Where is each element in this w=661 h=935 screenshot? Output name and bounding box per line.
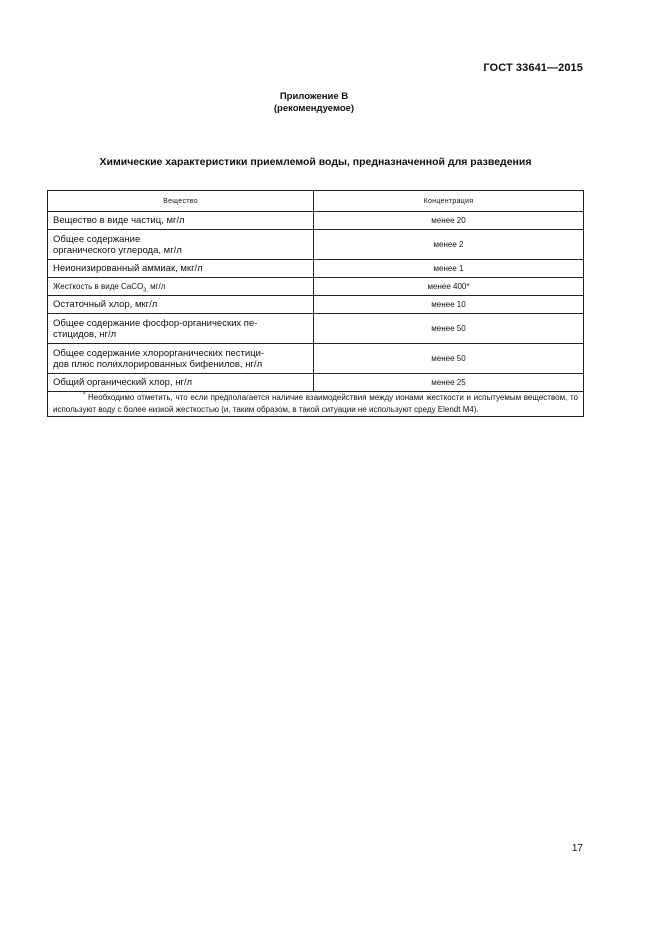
chemical-characteristics-table [47, 190, 584, 417]
subscript-text: 3, [143, 287, 148, 294]
document-title: Химические характеристики приемлемой воды, предназначенной для разведения [99, 156, 532, 168]
substance-line: Общее содержание фосфор-органических пе- [53, 317, 258, 329]
concentration-cell: менее 50 [314, 344, 584, 374]
table-header-row [48, 191, 584, 212]
table-row [48, 260, 584, 278]
substance-cell [48, 278, 314, 296]
substance-cell: Вещество в виде частиц, мг/л [48, 212, 314, 230]
substance-line: Общее содержание [53, 233, 141, 245]
footnote-cell [48, 392, 584, 417]
substance-line: дов плюс полихлорированных бифенилов, нг/л [53, 358, 263, 370]
footnote-mark: * [83, 392, 86, 399]
concentration-cell: менее 20 [314, 212, 584, 230]
table-row [48, 212, 584, 230]
substance-cell [48, 314, 314, 344]
column-header-substance: Вещество [48, 191, 314, 212]
substance-line: органического углерода, мг/л [53, 244, 182, 256]
concentration-cell: менее 2 [314, 230, 584, 260]
concentration-cell: менее 400* [314, 278, 584, 296]
substance-cell: Остаточный хлор, мкг/л [48, 296, 314, 314]
table-row [48, 296, 584, 314]
column-header-concentration: Концентрация [314, 191, 584, 212]
substance-line: стицидов, нг/л [53, 328, 117, 340]
footnote-text: Необходимо отметить, что если предполагается наличие взаимодействия между ионами жесткости и испытуемым веществом, то используют воду с более низкой жесткостью (и, таким образом, в такой ситуации не используют среду Elendt M4). [53, 393, 578, 414]
table-footnote-row [48, 392, 584, 417]
substance-cell: Неионизированный аммиак, мкг/л [48, 260, 314, 278]
concentration-cell: менее 50 [314, 314, 584, 344]
page-number: 17 [571, 843, 583, 854]
substance-cell [48, 230, 314, 260]
concentration-cell: менее 10 [314, 296, 584, 314]
substance-cell: Общий органический хлор, нг/л [48, 374, 314, 392]
substance-cell [48, 344, 314, 374]
table-row [48, 314, 584, 344]
substance-line: Общее содержание хлорорганических пестици- [53, 347, 265, 359]
appendix-title: Приложение В [279, 91, 349, 102]
appendix-heading [0, 91, 628, 115]
substance-text: Жесткость в виде CaCO [53, 282, 144, 291]
appendix-subtitle: (рекомендуемое) [273, 103, 355, 114]
table-row [48, 278, 584, 296]
table-row [48, 230, 584, 260]
standard-code: ГОСТ 33641—2015 [483, 62, 583, 74]
substance-unit: мг/л [147, 282, 166, 291]
table-row [48, 374, 584, 392]
concentration-cell: менее 25 [314, 374, 584, 392]
table-row [48, 344, 584, 374]
concentration-cell: менее 1 [314, 260, 584, 278]
